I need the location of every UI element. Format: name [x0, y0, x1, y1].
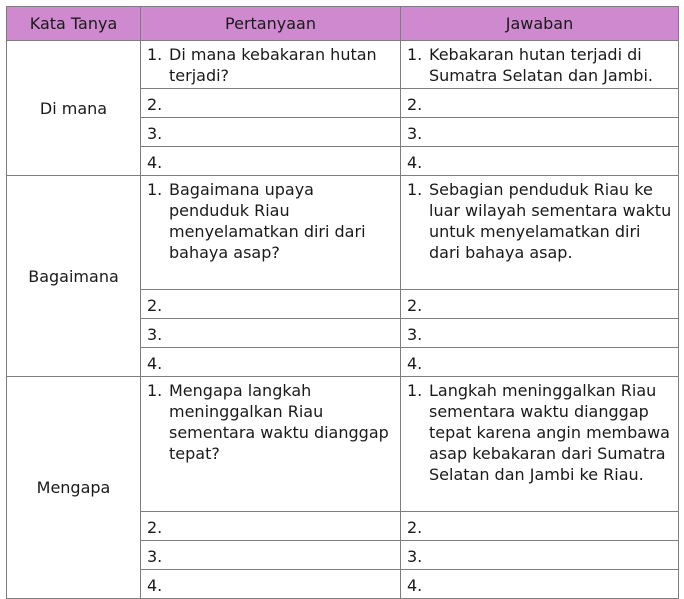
- question-text: Bagaimana upaya penduduk Riau menyelamatkan diri dari bahaya asap?: [169, 180, 366, 262]
- answer-cell[interactable]: [401, 147, 679, 176]
- question-cell[interactable]: [141, 348, 401, 377]
- item-number: 1.: [407, 381, 423, 400]
- item-number: 3.: [407, 324, 423, 344]
- answer-cell[interactable]: [401, 176, 679, 290]
- item-number: 4.: [147, 575, 163, 595]
- header-row: [7, 7, 679, 41]
- question-cell[interactable]: [141, 147, 401, 176]
- question-cell[interactable]: [141, 89, 401, 118]
- item-number: 4.: [147, 152, 163, 172]
- question-cell[interactable]: [141, 319, 401, 348]
- header-kata-tanya: Kata Tanya: [7, 7, 141, 41]
- question-text: Di mana kebakaran hutan terjadi?: [169, 45, 377, 85]
- kata-tanya-cell: Mengapa: [7, 377, 141, 599]
- answer-cell[interactable]: [401, 89, 679, 118]
- answer-cell[interactable]: [401, 290, 679, 319]
- item-number: 1.: [147, 45, 163, 64]
- table-row: [7, 41, 679, 89]
- item-number: 2.: [407, 295, 423, 315]
- item-number: 3.: [407, 546, 423, 566]
- question-cell[interactable]: [141, 377, 401, 512]
- item-number: 1.: [147, 381, 163, 400]
- answer-cell[interactable]: [401, 570, 679, 599]
- item-number: 1.: [407, 45, 423, 64]
- question-cell[interactable]: [141, 41, 401, 89]
- question-answer-table: [6, 6, 679, 599]
- question-cell[interactable]: [141, 176, 401, 290]
- answer-cell[interactable]: [401, 41, 679, 89]
- item-number: 4.: [407, 575, 423, 595]
- question-cell[interactable]: [141, 541, 401, 570]
- item-number: 1.: [407, 180, 423, 199]
- answer-cell[interactable]: [401, 118, 679, 147]
- kata-tanya-cell: Bagaimana: [7, 176, 141, 377]
- item-number: 1.: [147, 180, 163, 199]
- item-number: 2.: [147, 94, 163, 114]
- answer-cell[interactable]: [401, 512, 679, 541]
- answer-cell[interactable]: [401, 377, 679, 512]
- item-number: 4.: [407, 152, 423, 172]
- question-cell[interactable]: [141, 118, 401, 147]
- item-number: 2.: [407, 517, 423, 537]
- item-number: 2.: [147, 517, 163, 537]
- question-cell[interactable]: [141, 570, 401, 599]
- question-cell[interactable]: [141, 512, 401, 541]
- kata-tanya-cell: Di mana: [7, 41, 141, 176]
- header-jawaban: Jawaban: [401, 7, 679, 41]
- question-text: Mengapa langkah meninggalkan Riau sementara waktu dianggap tepat?: [169, 381, 389, 463]
- header-pertanyaan: Pertanyaan: [141, 7, 401, 41]
- answer-text: Kebakaran hutan terjadi di Sumatra Selatan dan Jambi.: [429, 45, 653, 85]
- item-number: 3.: [407, 123, 423, 143]
- answer-cell[interactable]: [401, 541, 679, 570]
- table-row: [7, 377, 679, 512]
- answer-cell[interactable]: [401, 319, 679, 348]
- item-number: 3.: [147, 123, 163, 143]
- item-number: 2.: [407, 94, 423, 114]
- table-row: [7, 176, 679, 290]
- answer-text: Langkah meninggalkan Riau sementara waktu dianggap tepat karena angin membawa asap kebakaran dari Sumatra Selatan dan Jambi ke Riau.: [429, 381, 670, 484]
- item-number: 4.: [407, 353, 423, 373]
- answer-cell[interactable]: [401, 348, 679, 377]
- answer-text: Sebagian penduduk Riau ke luar wilayah sementara waktu untuk menyelamatkan diri dari bahaya asap.: [429, 180, 672, 262]
- item-number: 3.: [147, 546, 163, 566]
- item-number: 2.: [147, 295, 163, 315]
- question-cell[interactable]: [141, 290, 401, 319]
- item-number: 3.: [147, 324, 163, 344]
- item-number: 4.: [147, 353, 163, 373]
